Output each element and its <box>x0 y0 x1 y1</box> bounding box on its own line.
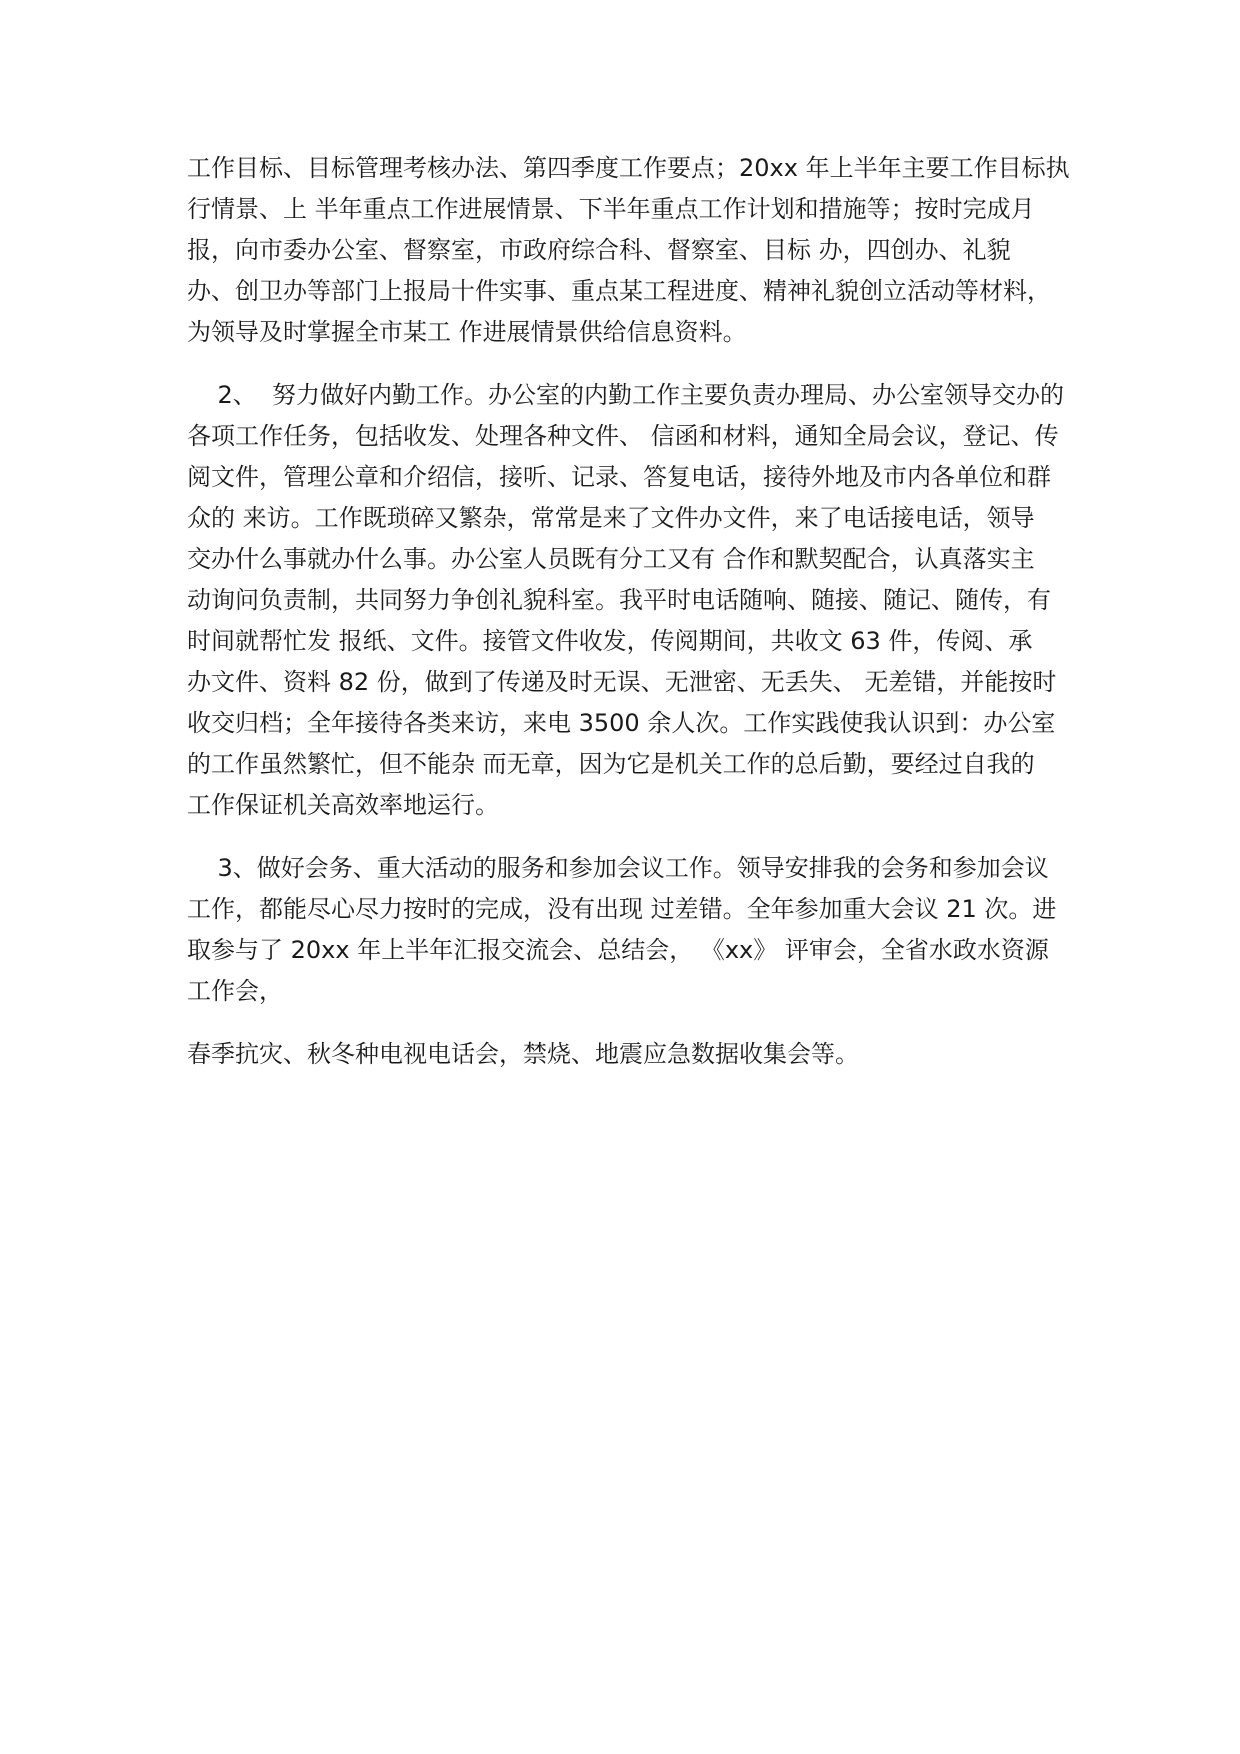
text-line: 的工作虽然繁忙，但不能杂 而无章，因为它是机关工作的总后勤，要经过自我的 <box>187 750 1035 778</box>
text-line: 时间就帮忙发 报纸、文件。接管文件收发，传阅期间，共收文 63 件，传阅、承 <box>187 627 1033 655</box>
text-line: 工作会， <box>187 977 283 1005</box>
text-line: 众的 来访。工作既琐碎又繁杂，常常是来了文件办文件，来了电话接电话，领导 <box>187 504 1035 532</box>
text-line: 行情景、上 半年重点工作进展情景、下半年重点工作计划和措施等；按时完成月 <box>187 195 1035 223</box>
text-line: 阅文件，管理公章和介绍信，接听、记录、答复电话，接待外地及市内各单位和群 <box>187 463 1051 491</box>
text-line: 办文件、资料 82 份，做到了传递及时无误、无泄密、无丢失、 无差错，并能按时 <box>187 668 1057 696</box>
text-line: 各项工作任务，包括收发、处理各种文件、 信函和材料，通知全局会议，登记、传 <box>187 422 1059 450</box>
text-line: 工作保证机关高效率地运行。 <box>187 791 499 819</box>
text-line: 工作目标、目标管理考核办法、第四季度工作要点；20xx 年上半年主要工作目标执 <box>187 154 1070 182</box>
paragraph-2 <box>187 375 1067 826</box>
text-line: 办、创卫办等部门上报局十件实事、重点某工程进度、精神礼貌创立活动等材料， <box>187 277 1051 305</box>
text-line: 收交归档；全年接待各类来访，来电 3500 余人次。工作实践使我认识到：办公室 <box>187 709 1056 737</box>
text-line: 取参与了 20xx 年上半年汇报交流会、总结会， 《xx》 评审会，全省水政水资源 <box>187 936 1049 964</box>
text-line: 工作，都能尽心尽力按时的完成，没有出现 过差错。全年参加重大会议 21 次。进 <box>187 895 1057 923</box>
paragraph-4 <box>187 1034 1067 1075</box>
paragraph-1 <box>187 148 1070 353</box>
text-line: 3、做好会务、重大活动的服务和参加会议工作。领导安排我的会务和参加会议 <box>187 854 1049 882</box>
paragraph-3 <box>187 848 1067 1012</box>
text-line: 动询问负责制，共同努力争创礼貌科室。我平时电话随响、随接、随记、随传，有 <box>187 586 1051 614</box>
document-body <box>187 148 1070 1097</box>
text-line: 春季抗灾、秋冬种电视电话会，禁烧、地震应急数据收集会等。 <box>187 1040 859 1068</box>
text-line: 报，向市委办公室、督察室，市政府综合科、督察室、目标 办，四创办、礼貌 <box>187 236 1011 264</box>
text-line: 交办什么事就办什么事。办公室人员既有分工又有 合作和默契配合，认真落实主 <box>187 545 1035 573</box>
text-line: 2、 努力做好内勤工作。办公室的内勤工作主要负责办理局、办公室领导交办的 <box>187 381 1065 409</box>
text-line: 为领导及时掌握全市某工 作进展情景供给信息资料。 <box>187 318 747 346</box>
